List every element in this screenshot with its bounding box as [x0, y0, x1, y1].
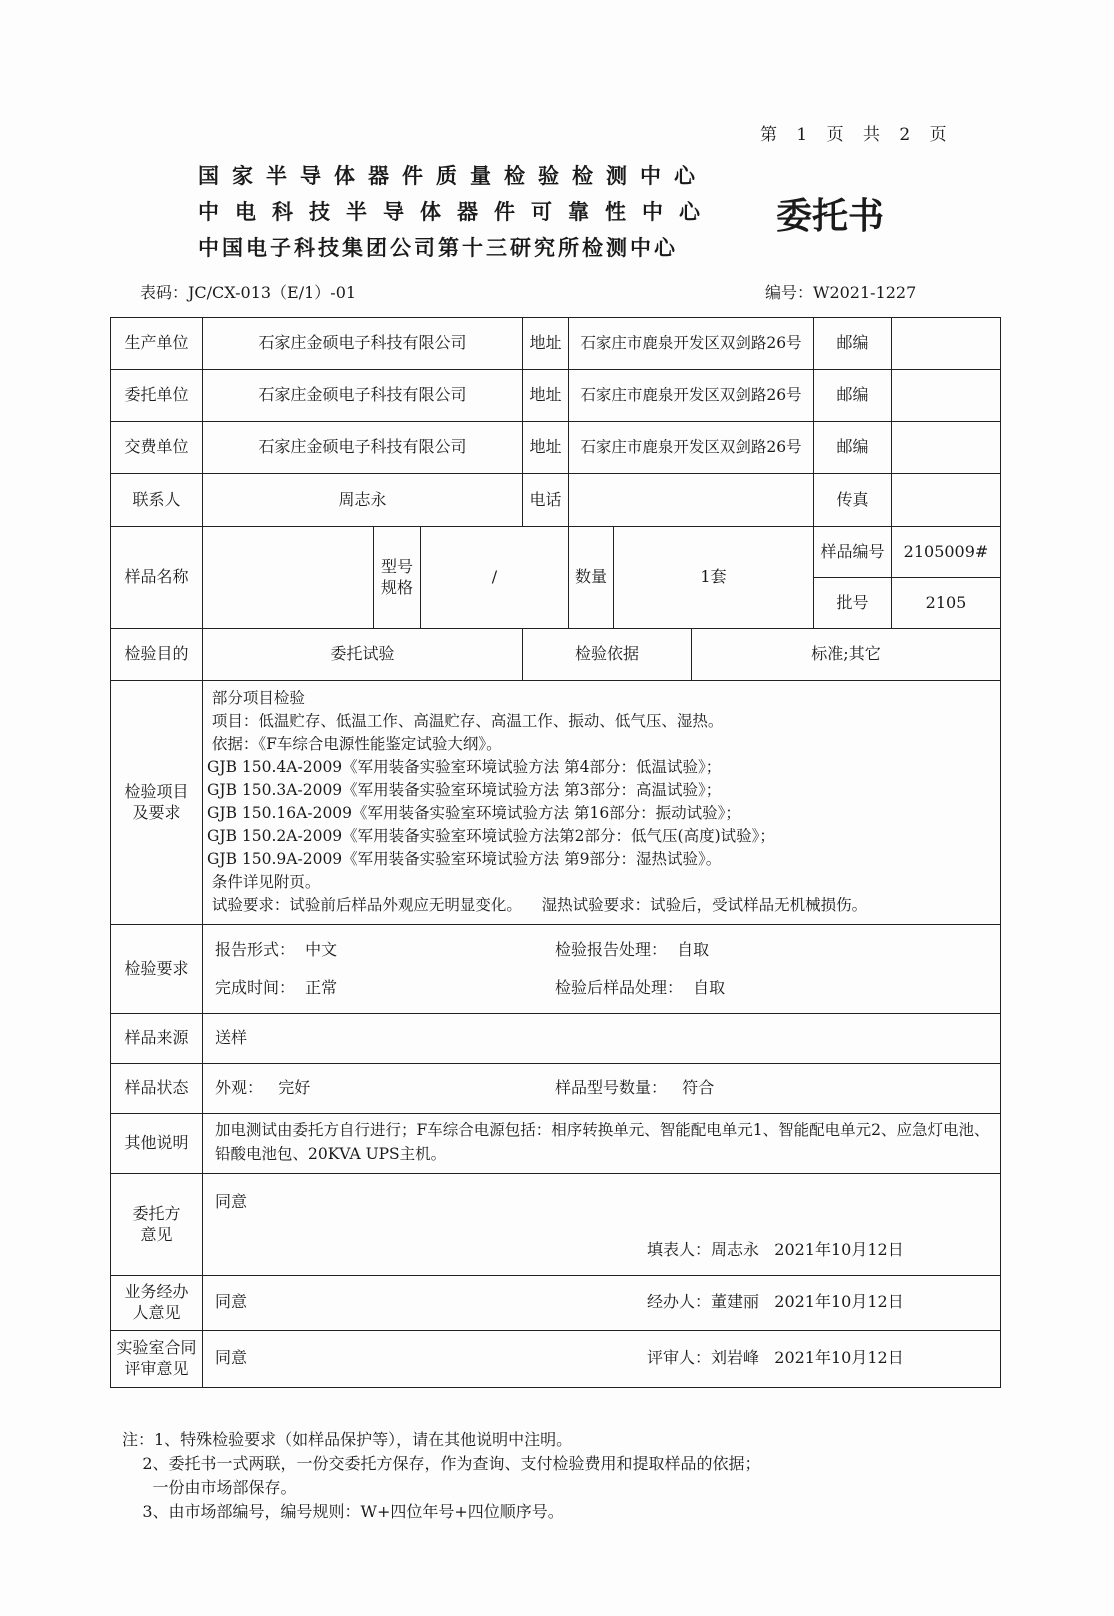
requirements-row [111, 925, 1001, 1014]
requirements-content [203, 925, 1001, 1014]
quantity-value: 1套 [614, 527, 814, 629]
business-opinion-signer: 经办人：董建丽 2021年10月12日 [647, 1292, 904, 1311]
payer-zip [892, 422, 1001, 474]
lab-opinion-value: 同意 [215, 1348, 248, 1367]
items-line: 试验要求：试验前后样品外观应无明显变化。 湿热试验要求：试验后，受试样品无机械损伤。 [207, 896, 868, 914]
contact-row [111, 474, 1001, 527]
sample-name [203, 527, 374, 629]
status-content [203, 1064, 1001, 1114]
payer-address-label: 地址 [523, 422, 569, 474]
footnotes [122, 1428, 761, 1524]
form-code: 表码：JC/CX-013（E/1）-01 [140, 283, 357, 302]
status-label: 样品状态 [111, 1064, 203, 1114]
serial-number: 编号：W2021-1227 [765, 283, 917, 302]
client-label: 委托单位 [111, 370, 203, 422]
contact-label: 联系人 [111, 474, 203, 527]
phone-value [569, 474, 814, 527]
client-opinion-cell [203, 1174, 1001, 1276]
appearance: 外观： 完好 [215, 1078, 311, 1098]
producer-zip-label: 邮编 [814, 318, 892, 370]
report-form: 报告形式： 中文 [215, 940, 338, 959]
items-line: GJB 150.16A-2009《军用装备实验室环境试验方法 第16部分：振动试验》； [207, 804, 741, 822]
other-text: 加电测试由委托方自行进行；F车综合电源包括：相序转换单元、智能配电单元1、智能配电单元2、应急灯电池、铅酸电池包、20KVA UPS主机。 [203, 1114, 1001, 1174]
client-opinion-signer: 填表人：周志永 2021年10月12日 [647, 1240, 904, 1259]
business-opinion-label: 业务经办人意见 [111, 1276, 203, 1331]
quantity-label: 数量 [569, 527, 614, 629]
lab-opinion-label: 实验室合同评审意见 [111, 1331, 203, 1388]
basis-label: 检验依据 [523, 629, 692, 681]
items-line: GJB 150.3A-2009《军用装备实验室环境试验方法 第3部分：高温试验》； [207, 781, 722, 799]
purpose-value: 委托试验 [203, 629, 523, 681]
basis-value: 标准;其它 [692, 629, 1001, 681]
items-line: 条件详见附页。 [207, 873, 321, 891]
requirements-label: 检验要求 [111, 925, 203, 1014]
items-line: GJB 150.9A-2009《军用装备实验室环境试验方法 第9部分：湿热试验》。 [207, 850, 722, 868]
client-opinion-row [111, 1174, 1001, 1276]
sample-handling: 检验后样品处理： 自取 [555, 978, 726, 997]
entrustment-form-table [110, 317, 1001, 1388]
lab-opinion-signer: 评审人：刘岩峰 2021年10月12日 [647, 1348, 904, 1367]
status-row [111, 1064, 1001, 1114]
items-line: 部分项目检验 [207, 689, 305, 707]
org-name-3: 中国电子科技集团公司第十三研究所检测中心 [198, 236, 678, 260]
purpose-label: 检验目的 [111, 629, 203, 681]
source-value: 送样 [203, 1014, 1001, 1064]
source-label: 样品来源 [111, 1014, 203, 1064]
payer-label: 交费单位 [111, 422, 203, 474]
business-opinion-value: 同意 [215, 1292, 248, 1311]
business-opinion-cell [203, 1276, 1001, 1331]
items-label: 检验项目及要求 [111, 681, 203, 925]
purpose-row [111, 629, 1001, 681]
org-name-1: 国家半导体器件质量检验检测中心 [198, 164, 708, 188]
client-name: 石家庄金硕电子科技有限公司 [203, 370, 523, 422]
other-label: 其他说明 [111, 1114, 203, 1174]
batch-number: 2105 [892, 578, 1001, 629]
producer-zip [892, 318, 1001, 370]
payer-name: 石家庄金硕电子科技有限公司 [203, 422, 523, 474]
sample-name-label: 样品名称 [111, 527, 203, 629]
client-address-label: 地址 [523, 370, 569, 422]
contact-name: 周志永 [203, 474, 523, 527]
fax-label: 传真 [814, 474, 892, 527]
payer-zip-label: 邮编 [814, 422, 892, 474]
items-content [203, 681, 1001, 925]
footnote-2: 2、委托书一式两联，一份交委托方保存，作为查询、支付检验费用和提取样品的依据； [122, 1454, 761, 1473]
client-row [111, 370, 1001, 422]
lab-opinion-row [111, 1331, 1001, 1388]
items-line: GJB 150.4A-2009《军用装备实验室环境试验方法 第4部分：低温试验》； [207, 758, 722, 776]
type-quantity-match: 样品型号数量： 符合 [555, 1078, 715, 1098]
source-row [111, 1014, 1001, 1064]
model-label: 型号规格 [374, 527, 421, 629]
org-name-2: 中电科技半导体器件可靠性中心 [198, 200, 716, 224]
business-opinion-row [111, 1276, 1001, 1331]
producer-label: 生产单位 [111, 318, 203, 370]
sample-number-label: 样品编号 [814, 527, 892, 578]
report-handling: 检验报告处理： 自取 [555, 940, 710, 959]
payer-row [111, 422, 1001, 474]
footnote-1: 注：1、特殊检验要求（如样品保护等），请在其他说明中注明。 [122, 1430, 573, 1449]
phone-label: 电话 [523, 474, 569, 527]
producer-address-label: 地址 [523, 318, 569, 370]
model-value: / [421, 527, 569, 629]
payer-address: 石家庄市鹿泉开发区双剑路26号 [569, 422, 814, 474]
client-opinion-value: 同意 [215, 1192, 248, 1211]
producer-row [111, 318, 1001, 370]
footnote-2-cont: 一份由市场部保存。 [122, 1478, 297, 1497]
fax-value [892, 474, 1001, 527]
page-indicator: 第 1 页 共 2 页 [760, 125, 947, 145]
client-zip-label: 邮编 [814, 370, 892, 422]
items-line: 依据：《F车综合电源性能鉴定试验大纲》。 [207, 735, 502, 753]
producer-address: 石家庄市鹿泉开发区双剑路26号 [569, 318, 814, 370]
items-line: 项目：低温贮存、低温工作、高温贮存、高温工作、振动、低气压、湿热。 [207, 712, 724, 730]
sample-number: 2105009# [892, 527, 1001, 578]
items-line: GJB 150.2A-2009《军用装备实验室环境试验方法第2部分：低气压(高度)试验》； [207, 827, 775, 845]
document-title: 委托书 [776, 196, 885, 237]
sample-row-1 [111, 527, 1001, 578]
footnote-3: 3、由市场部编号，编号规则：W+四位年号+四位顺序号。 [122, 1502, 564, 1521]
client-zip [892, 370, 1001, 422]
lab-opinion-cell [203, 1331, 1001, 1388]
other-row [111, 1114, 1001, 1174]
producer-name: 石家庄金硕电子科技有限公司 [203, 318, 523, 370]
completion-time: 完成时间： 正常 [215, 978, 338, 997]
client-opinion-label: 委托方意见 [111, 1174, 203, 1276]
client-address: 石家庄市鹿泉开发区双剑路26号 [569, 370, 814, 422]
batch-label: 批号 [814, 578, 892, 629]
items-row [111, 681, 1001, 925]
